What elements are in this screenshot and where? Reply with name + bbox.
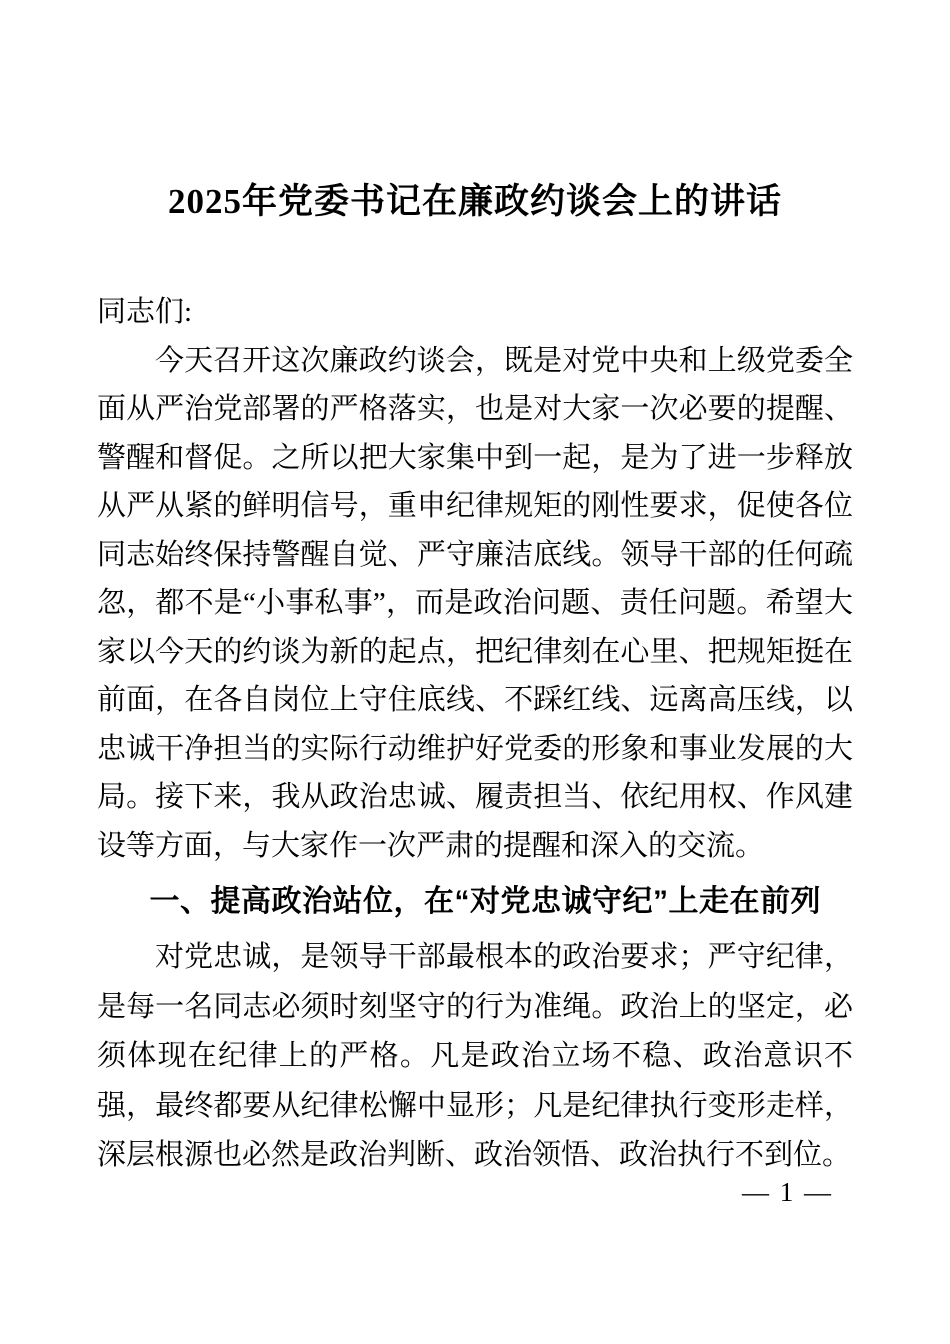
section-heading-1: 一、提高政治站位，在“对党忠诚守纪”上走在前列: [149, 885, 821, 918]
paragraph-intro: 今天召开这次廉政约谈会，既是对党中央和上级党委全面从严治党部署的严格落实，也是对大家一次必要的提醒、警醒和督促。之所以把大家集中到一起，是为了进一步释放从严从紧的鲜明信号，重申纪律规矩的刚性要求，促使各位同志始终保持警醒自觉、严守廉洁底线。领导干部的任何疏忽，都不是“小事私事”，而是政治问题、责任问题。希望大家以今天的约谈为新的起点，把纪律刻在心里、把规矩挺在前面，在各自岗位上守住底线、不踩红线、远离高压线，以忠诚干净担当的实际行动维护好党委的形象和事业发展的大局。接下来，我从政治忠诚、履责担当、依纪用权、作风建设等方面，与大家作一次严肃的提醒和深入的交流。: [97, 344, 853, 862]
salutation-line: 同志们:: [97, 296, 193, 328]
document-title: 2025年党委书记在廉政约谈会上的讲话: [167, 182, 782, 221]
document-body: [97, 288, 853, 1181]
paragraph-section-1: 对党忠诚，是领导干部最根本的政治要求；严守纪律，是每一名同志必须时刻坚守的行为准绳。政治上的坚定，必须体现在纪律上的严格。凡是政治立场不稳、政治意识不强，最终都要从纪律松懈中显形；凡是纪律执行变形走样，深层根源也必然是政治判断、政治领悟、政治执行不到位。: [97, 941, 853, 1171]
page-number: — 1 —: [742, 1177, 833, 1207]
